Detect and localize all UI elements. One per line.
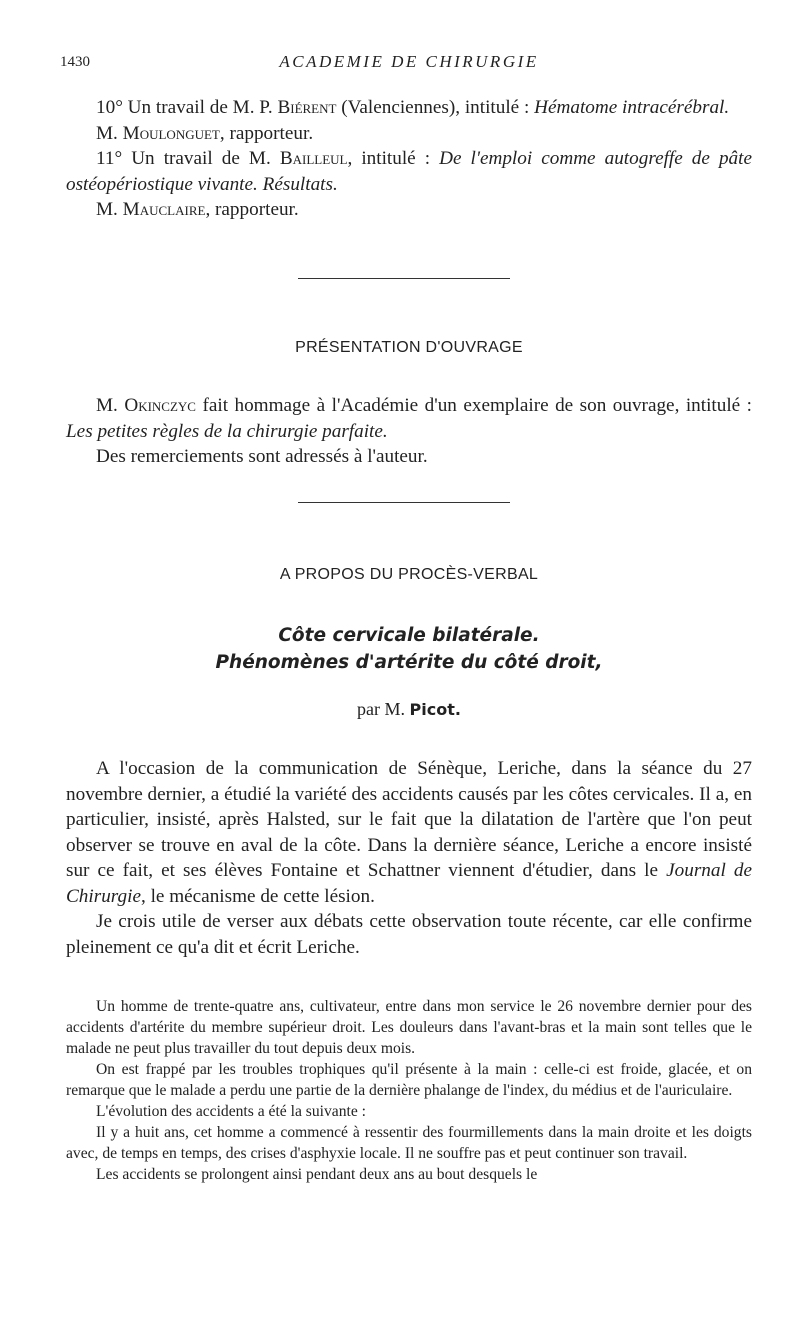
presentation-section [66,393,752,470]
article-title-line-1: Côte cervicale bilatérale. [278,625,540,646]
journal-title: ACADEMIE DE CHIRURGIE [279,52,539,71]
page-number: 1430 [60,54,90,70]
case-observation [66,996,752,1185]
observation-paragraph: Un homme de trente-quatre ans, cultivateur, entre dans mon service le 26 novembre dernier pour des accidents d'artérite du membre supérieur droit. Les douleurs dans l'avant-bras et la main sont telles que le malade ne peut plus travailler du tout depuis deux mois. [66,998,752,1057]
rapporteur-11: M. Mauclaire, rapporteur. [96,199,299,220]
section-heading-presentation: PRÉSENTATION D'OUVRAGE [295,339,523,356]
observation-paragraph: Les accidents se prolongent ainsi pendant deux ans au bout desquels le [96,1166,538,1183]
item-10: 10° Un travail de M. P. Biérent (Valenciennes), intitulé : Hématome intracérébral. [96,97,730,118]
section-heading-proces-verbal: A PROPOS DU PROCÈS-VERBAL [279,566,539,583]
byline: par M. Picot. [357,699,461,719]
body-paragraph: A l'occasion de la communication de Sénèque, Leriche, dans la séance du 27 novembre dernier, a étudié la variété des accidents causés par les côtes cervicales. Il a, en particulier, insisté, après Halsted, sur le fait que la dilatation de l'artère que l'on peut observer se trouve en aval de la côte. Dans la dernière séance, Leriche a encore insisté sur ce fait, et ses élèves Fontaine et Schattner viennent d'étudier, dans le Journal de Chirurgie, le mécanisme de cette lésion. [66,758,752,907]
document-page [60,0,753,1337]
rapporteur-10: M. Moulonguet, rapporteur. [96,122,314,144]
item-11: 11° Un travail de M. Bailleul, intitulé : De l'emploi comme autogreffe de pâte ostéopériostique vivante. Résultats. [66,148,752,195]
presentation-paragraph: M. Okinczyc fait hommage à l'Académie d'un exemplaire de son ouvrage, intitulé : Les petites règles de la chirurgie parfaite. [66,395,753,442]
observation-paragraph: Il y a huit ans, cet homme a commencé à ressentir des fourmillements dans la main droite et les doigts avec, de temps en temps, des crises d'asphyxie locale. Il ne souffre pas et peut continuer son travail. [66,1124,752,1162]
thanks-paragraph: Des remerciements sont adressés à l'auteur. [96,446,428,467]
body-paragraph: Je crois utile de verser aux débats cette observation toute récente, car elle confirme pleinement ce qu'a dit et écrit Leriche. [66,911,752,958]
running-header [60,52,752,76]
article-title [66,622,752,676]
agenda-listing [66,95,752,223]
observation-paragraph: L'évolution des accidents a été la suivante : [96,1103,366,1120]
separator-rule [298,278,510,279]
article-body [66,756,752,960]
separator-rule [298,502,510,503]
article-title-line-2: Phénomènes d'artérite du côté droit, [215,652,603,673]
observation-paragraph: On est frappé par les troubles trophiques qu'il présente à la main : celle-ci est froide, glacée, et on remarque que le malade a perdu une partie de la dernière phalange de l'index, du médius et de l'auriculaire. [66,1061,752,1099]
author-name: Picot. [409,700,461,719]
